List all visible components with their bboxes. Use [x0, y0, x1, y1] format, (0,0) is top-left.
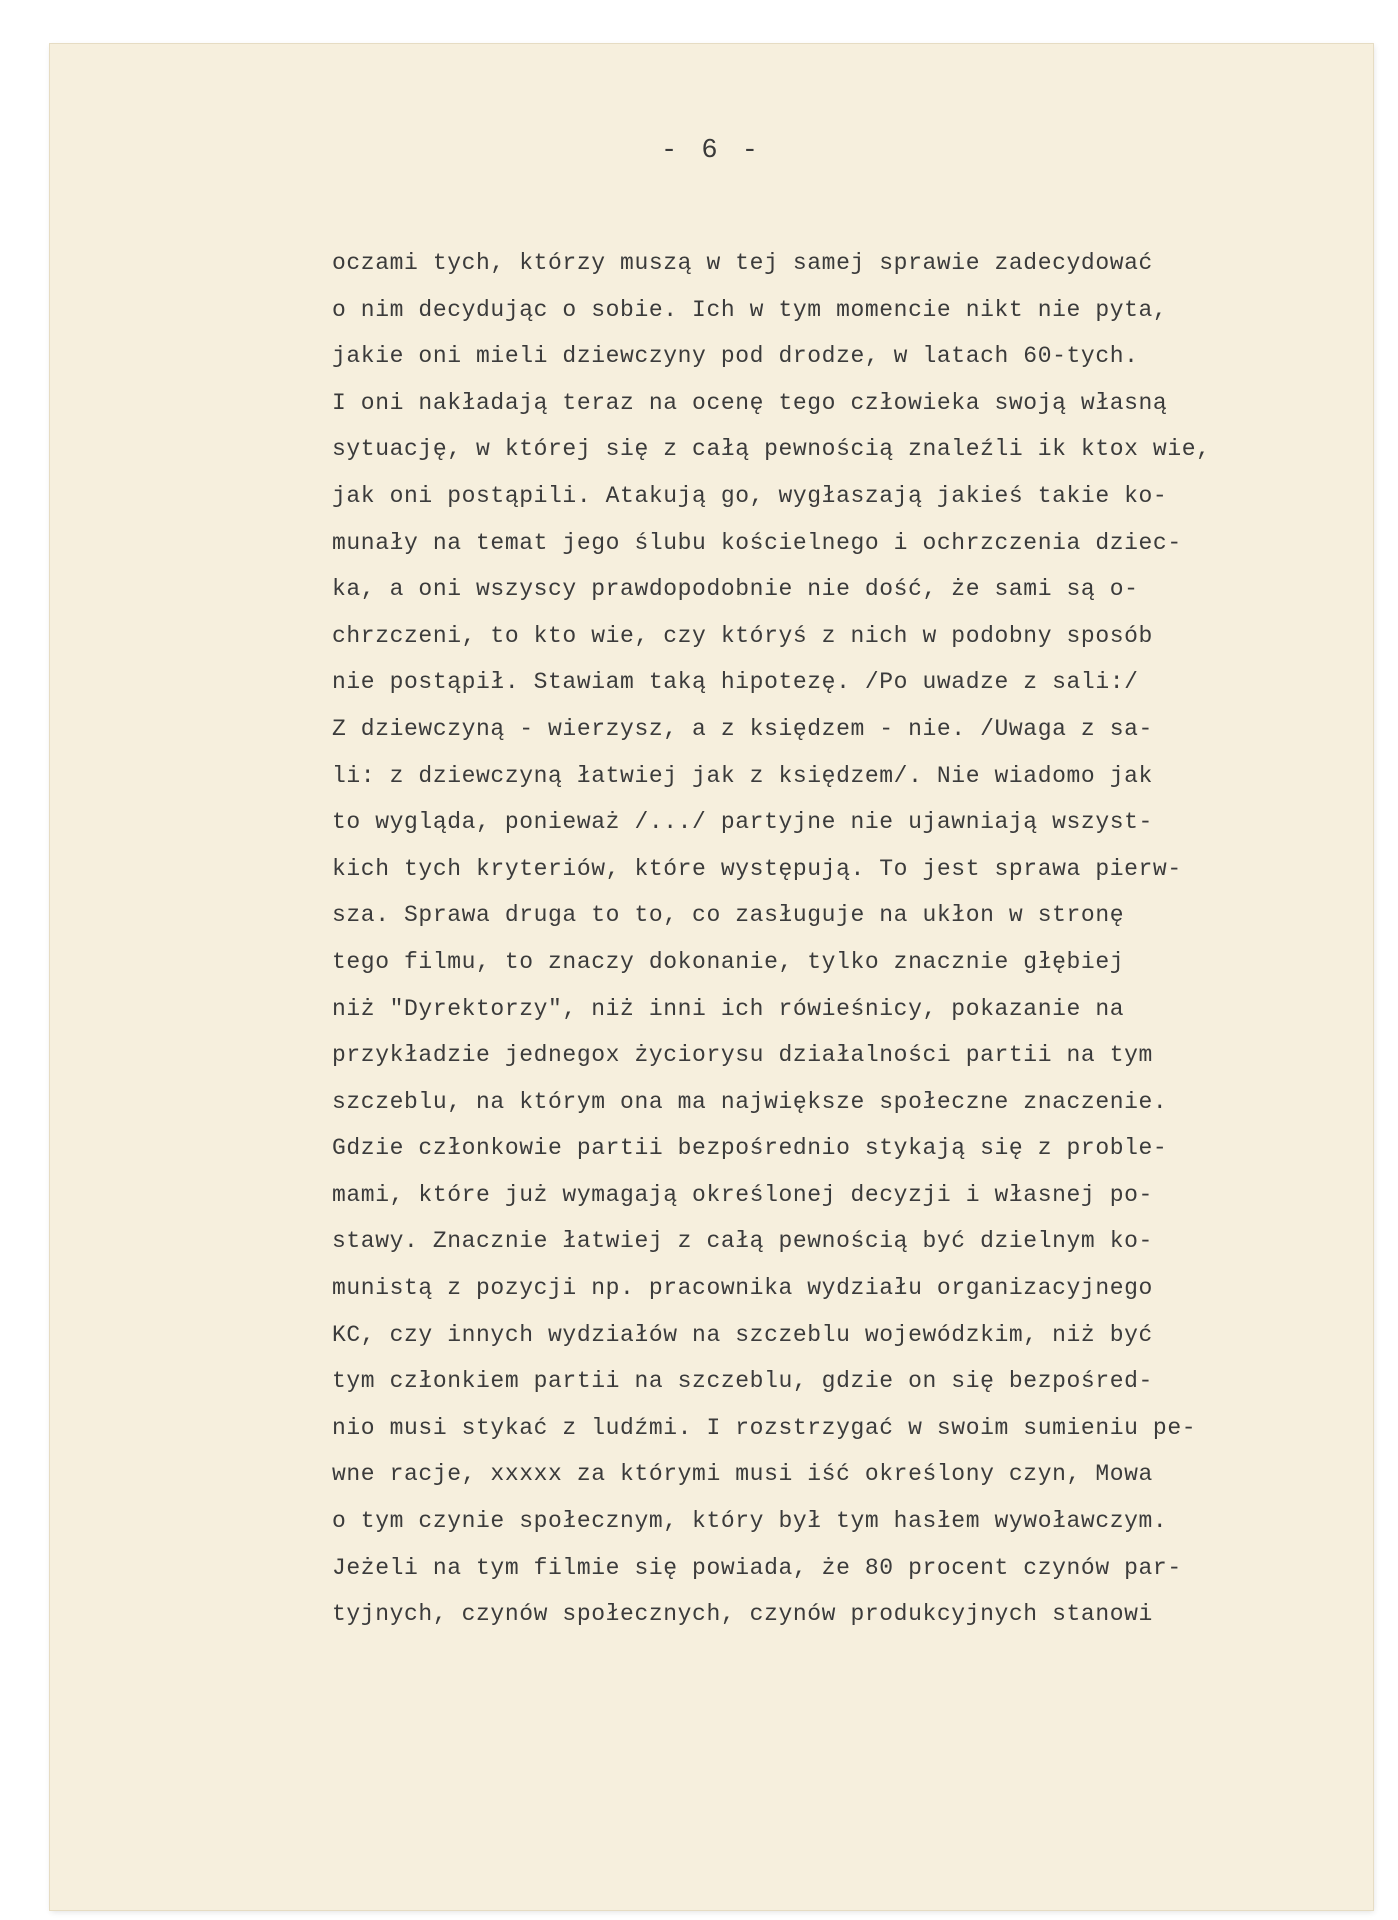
text-line: o tym czynie społecznym, który był tym hasłem wywoławczym.	[332, 1508, 1168, 1535]
text-line: Z dziewczyną - wierzysz, a z księdzem - nie. /Uwaga z sa-	[332, 715, 1153, 742]
text-line: tyjnych, czynów społecznych, czynów produkcyjnych stanowi	[332, 1601, 1153, 1628]
text-line: sza. Sprawa druga to to, co zasługuje na ukłon w stronę	[332, 902, 1125, 929]
text-line: Jeżeli na tym filmie się powiada, że 80 procent czynów par-	[332, 1554, 1182, 1581]
text-line: mami, które już wymagają określonej decyzji i własnej po-	[332, 1181, 1153, 1208]
text-line: ka, a oni wszyscy prawdopodobnie nie dość, że sami są o-	[332, 576, 1139, 603]
page-number: - 6 -	[660, 136, 762, 166]
text-line: to wygląda, ponieważ /.../ partyjne nie ujawniają wszyst-	[332, 809, 1153, 836]
text-line: munały na temat jego ślubu kościelnego i ochrzczenia dziec-	[332, 529, 1182, 556]
text-line: I oni nakładają teraz na ocenę tego człowieka swoją własną	[332, 389, 1168, 416]
text-line: wne racje, xxxxx za którymi musi iść określony czyn, Mowa	[332, 1461, 1153, 1488]
text-line: kich tych kryteriów, które występują. To jest sprawa pierw-	[332, 855, 1182, 882]
text-line: nie postąpił. Stawiam taką hipotezę. /Po uwadze z sali:/	[332, 669, 1139, 696]
text-line: jakie oni mieli dziewczyny pod drodze, w latach 60-tych.	[332, 343, 1139, 370]
text-line: li: z dziewczyną łatwiej jak z księdzem/. Nie wiadomo jak	[332, 762, 1153, 789]
text-line: niż "Dyrektorzy", niż inni ich rówieśnicy, pokazanie na	[332, 995, 1125, 1022]
text-line: jak oni postąpili. Atakują go, wygłaszają jakieś takie ko-	[332, 482, 1168, 509]
text-line: szczeblu, na którym ona ma największe społeczne znaczenie.	[332, 1088, 1168, 1115]
text-line: stawy. Znacznie łatwiej z całą pewnością być dzielnym ko-	[332, 1228, 1153, 1255]
text-line: munistą z pozycji np. pracownika wydziału organizacyjnego	[332, 1275, 1153, 1302]
body-text	[332, 240, 1332, 1638]
text-line: tego filmu, to znaczy dokonanie, tylko znacznie głębiej	[332, 948, 1125, 975]
text-line: tym członkiem partii na szczeblu, gdzie on się bezpośred-	[332, 1368, 1153, 1395]
text-line: przykładzie jednegox życiorysu działalności partii na tym	[332, 1042, 1153, 1069]
text-line: o nim decydując o sobie. Ich w tym momencie nikt nie pyta,	[332, 296, 1168, 323]
text-line: chrzczeni, to kto wie, czy któryś z nich w podobny sposób	[332, 622, 1153, 649]
text-line: nio musi stykać z ludźmi. I rozstrzygać w swoim sumieniu pe-	[332, 1414, 1197, 1441]
text-line: oczami tych, którzy muszą w tej samej sprawie zadecydować	[332, 250, 1153, 276]
text-line: sytuację, w której się z całą pewnością znaleźli ik ktox wie,	[332, 436, 1211, 463]
text-line: KC, czy innych wydziałów na szczeblu wojewódzkim, niż być	[332, 1321, 1153, 1348]
document-page	[50, 44, 1373, 1910]
text-line: Gdzie członkowie partii bezpośrednio stykają się z proble-	[332, 1135, 1168, 1162]
